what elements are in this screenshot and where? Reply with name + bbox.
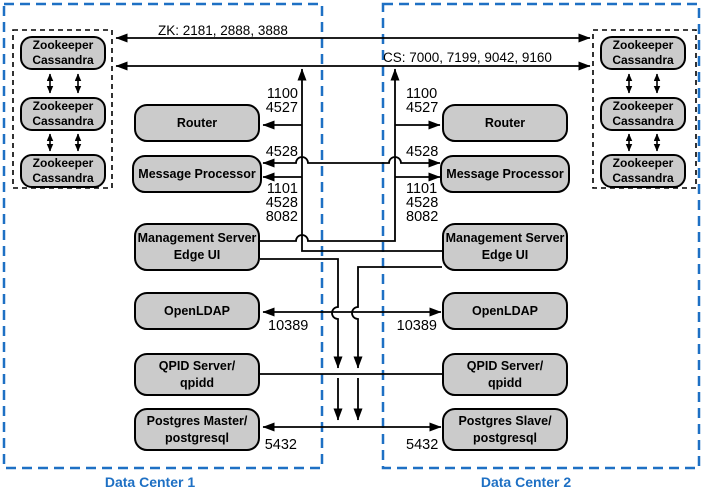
node-label: Message Processor — [446, 166, 564, 181]
node-label: Management Server — [445, 231, 565, 245]
node-label: Cassandra — [32, 171, 94, 185]
dc2-message-processor-box — [440, 155, 570, 193]
dc1-zk-node-3 — [20, 154, 106, 188]
node-label: Postgres Master/ — [146, 413, 248, 428]
dc2-zk-node-1 — [600, 36, 686, 70]
dc2-router-ports-label: 1100 4527 — [406, 86, 439, 116]
dc2-router-box — [442, 104, 568, 142]
dc2-openldap-port-label: 10389 — [396, 318, 437, 334]
node-label: Zookeeper — [612, 99, 674, 113]
node-label: Zookeeper — [32, 156, 94, 170]
node-label: postgresql — [165, 430, 229, 445]
node-label: Cassandra — [612, 53, 674, 67]
dc1-mp-lower-ports-label: 1101 4528 8082 — [265, 181, 298, 225]
dc2-qpid-box — [442, 353, 568, 396]
dc1-ms-downlink-line — [260, 259, 338, 368]
dc2-openldap-box — [442, 292, 568, 330]
node-label: Zookeeper — [32, 38, 94, 52]
dc2-postgres-box — [442, 408, 568, 451]
dc1-postgres-box — [134, 408, 260, 451]
node-label: Edge UI — [481, 248, 529, 262]
dc2-mp-upper-port-label: 4528 — [406, 144, 439, 160]
node-label: Zookeeper — [32, 99, 94, 113]
node-label: QPID Server/ — [466, 358, 544, 373]
node-label: QPID Server/ — [158, 358, 236, 373]
node-label: Management Server — [137, 231, 257, 245]
node-label: Cassandra — [32, 114, 94, 128]
dc2-postgres-port-label: 5432 — [406, 437, 439, 453]
dc2-mp-lower-ports-label: 1101 4528 8082 — [406, 181, 439, 225]
dc2-caption: Data Center 2 — [480, 474, 572, 490]
node-label: qpidd — [487, 375, 522, 390]
dc1-openldap-box — [134, 292, 260, 330]
node-label: Zookeeper — [612, 38, 674, 52]
node-label: OpenLDAP — [472, 303, 538, 318]
node-label: Edge UI — [173, 248, 221, 262]
dc1-management-server-box — [134, 223, 260, 271]
node-label: Message Processor — [138, 166, 256, 181]
node-label: Router — [484, 115, 526, 130]
node-label: OpenLDAP — [164, 303, 230, 318]
node-label: qpidd — [179, 375, 214, 390]
node-label: Zookeeper — [612, 156, 674, 170]
zk-ports-label: ZK: 2181, 2888, 3888 — [158, 23, 288, 38]
dc2-zk-node-3 — [600, 154, 686, 188]
dc1-router-box — [134, 104, 260, 142]
dc1-router-ports-label: 1100 4527 — [265, 86, 298, 116]
node-label: Cassandra — [612, 171, 674, 185]
dc1-qpid-box — [134, 353, 260, 396]
dc1-zk-node-2 — [20, 97, 106, 131]
dc2-zk-node-2 — [600, 97, 686, 131]
dc1-caption: Data Center 1 — [104, 474, 196, 490]
dc2-management-server-box — [442, 223, 568, 271]
node-label: Router — [176, 115, 218, 130]
node-label: Cassandra — [612, 114, 674, 128]
node-label: postgresql — [473, 430, 537, 445]
node-label: Postgres Slave/ — [458, 413, 552, 428]
dc1-openldap-port-label: 10389 — [268, 318, 309, 334]
node-label: Cassandra — [32, 53, 94, 67]
dc1-zk-node-1 — [20, 36, 106, 70]
dc1-message-processor-box — [132, 155, 262, 193]
cs-ports-label: CS: 7000, 7199, 9042, 9160 — [383, 50, 552, 65]
dc1-mp-upper-port-label: 4528 — [265, 144, 298, 160]
dc1-postgres-port-label: 5432 — [264, 437, 297, 453]
